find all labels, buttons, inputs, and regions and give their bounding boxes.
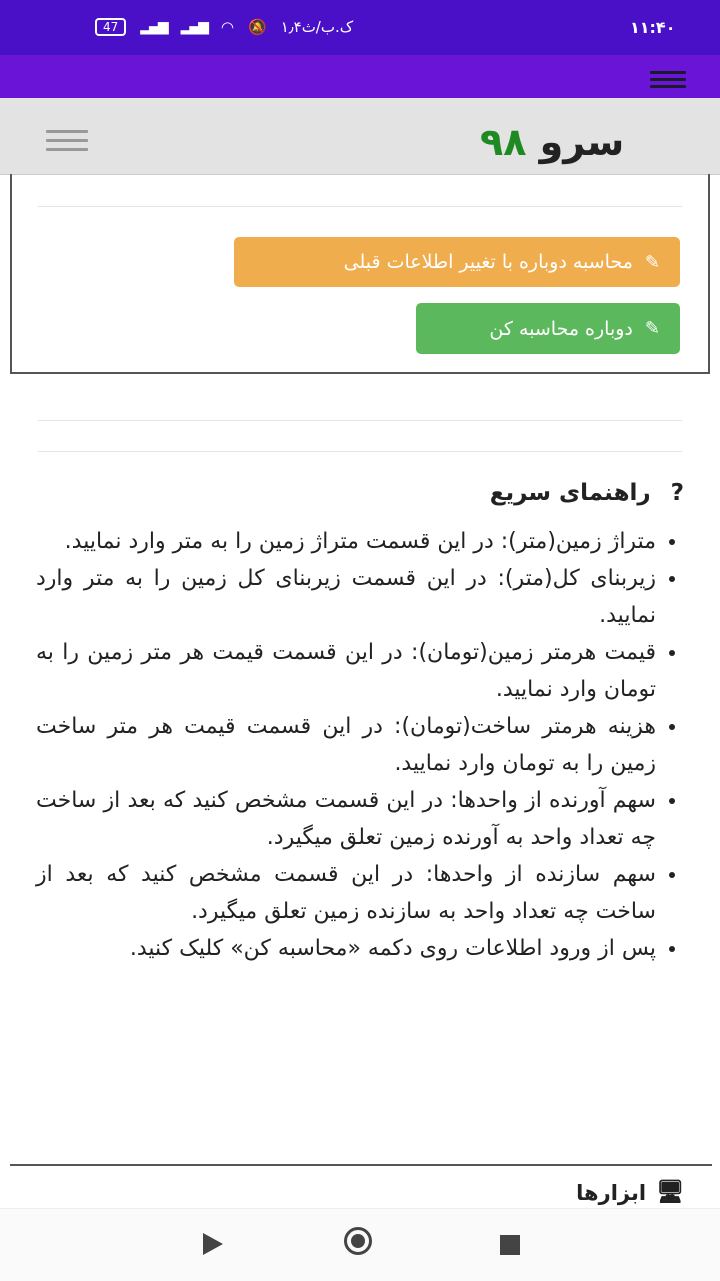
tools-title: ابزارها <box>576 1180 647 1205</box>
quick-help-list <box>36 523 684 967</box>
recalculate-button[interactable] <box>416 303 680 354</box>
recalculate-with-change-button[interactable] <box>234 237 680 287</box>
home-icon[interactable] <box>344 1227 372 1255</box>
wifi-icon: ◠ <box>220 18 234 36</box>
list-item: • قیمت هرمتر زمین(تومان): در این قسمت قیمت هر متر زمین را به تومان وارد نمایید. <box>36 634 656 708</box>
logo-number: ۹۸ <box>480 120 527 164</box>
notification-off-icon: 🔕 <box>248 18 267 36</box>
list-item: • متراژ زمین(متر): در این قسمت متراژ زمین را به متر وارد نمایید. <box>36 523 656 560</box>
divider <box>38 206 682 207</box>
recalculate-label: دوباره محاسبه کن <box>489 317 633 340</box>
list-item: • پس از ورود اطلاعات روی دکمه «محاسبه کن» کلیک کنید. <box>36 930 656 967</box>
tools-heading <box>576 1180 684 1205</box>
pencil-icon: ✎ <box>644 318 660 339</box>
site-menu-icon[interactable] <box>46 124 88 157</box>
quick-help-title-text: راهنمای سریع <box>489 480 651 506</box>
clock: ۱۱:۴۰ <box>630 18 676 37</box>
quick-help-title <box>490 480 684 506</box>
recents-icon[interactable] <box>500 1235 520 1255</box>
recalculate-with-change-label: محاسبه دوباره با تغییر اطلاعات قبلی <box>343 251 633 273</box>
monitor-icon: 🖥 <box>656 1180 684 1205</box>
question-icon: ? <box>670 480 684 506</box>
status-icons <box>95 18 353 36</box>
back-icon[interactable] <box>203 1233 223 1255</box>
site-logo[interactable] <box>480 120 624 164</box>
list-item: • زیربنای کل(متر): در این قسمت زیربنای کل زمین را به متر وارد نمایید. <box>36 560 656 634</box>
list-item: • سهم سازنده از واحدها: در این قسمت مشخص کنید که بعد از ساخت چه تعداد واحد به سازنده زمین تعلق میگیرد. <box>36 856 656 930</box>
signal-icon: ▂▄▆ <box>140 19 167 35</box>
battery-icon: 47 <box>95 18 126 36</box>
app-menu-icon[interactable] <box>650 67 686 92</box>
status-bar <box>0 0 720 55</box>
app-bar <box>0 55 720 98</box>
divider <box>38 451 682 452</box>
divider <box>38 420 682 421</box>
signal-icon-2: ▂▄▆ <box>180 19 207 35</box>
pencil-icon: ✎ <box>644 251 660 273</box>
list-item: • سهم آورنده از واحدها: در این قسمت مشخص کنید که بعد از ساخت چه تعداد واحد به آورنده زمین تعلق میگیرد. <box>36 782 656 856</box>
section-divider <box>10 1164 712 1166</box>
logo-text: سرو <box>539 120 625 164</box>
network-speed: ۱٫۴ک.ب/ث <box>280 18 354 36</box>
list-item: • هزینه هرمتر ساخت(تومان): در این قسمت قیمت هر متر ساخت زمین را به تومان وارد نمایید. <box>36 708 656 782</box>
